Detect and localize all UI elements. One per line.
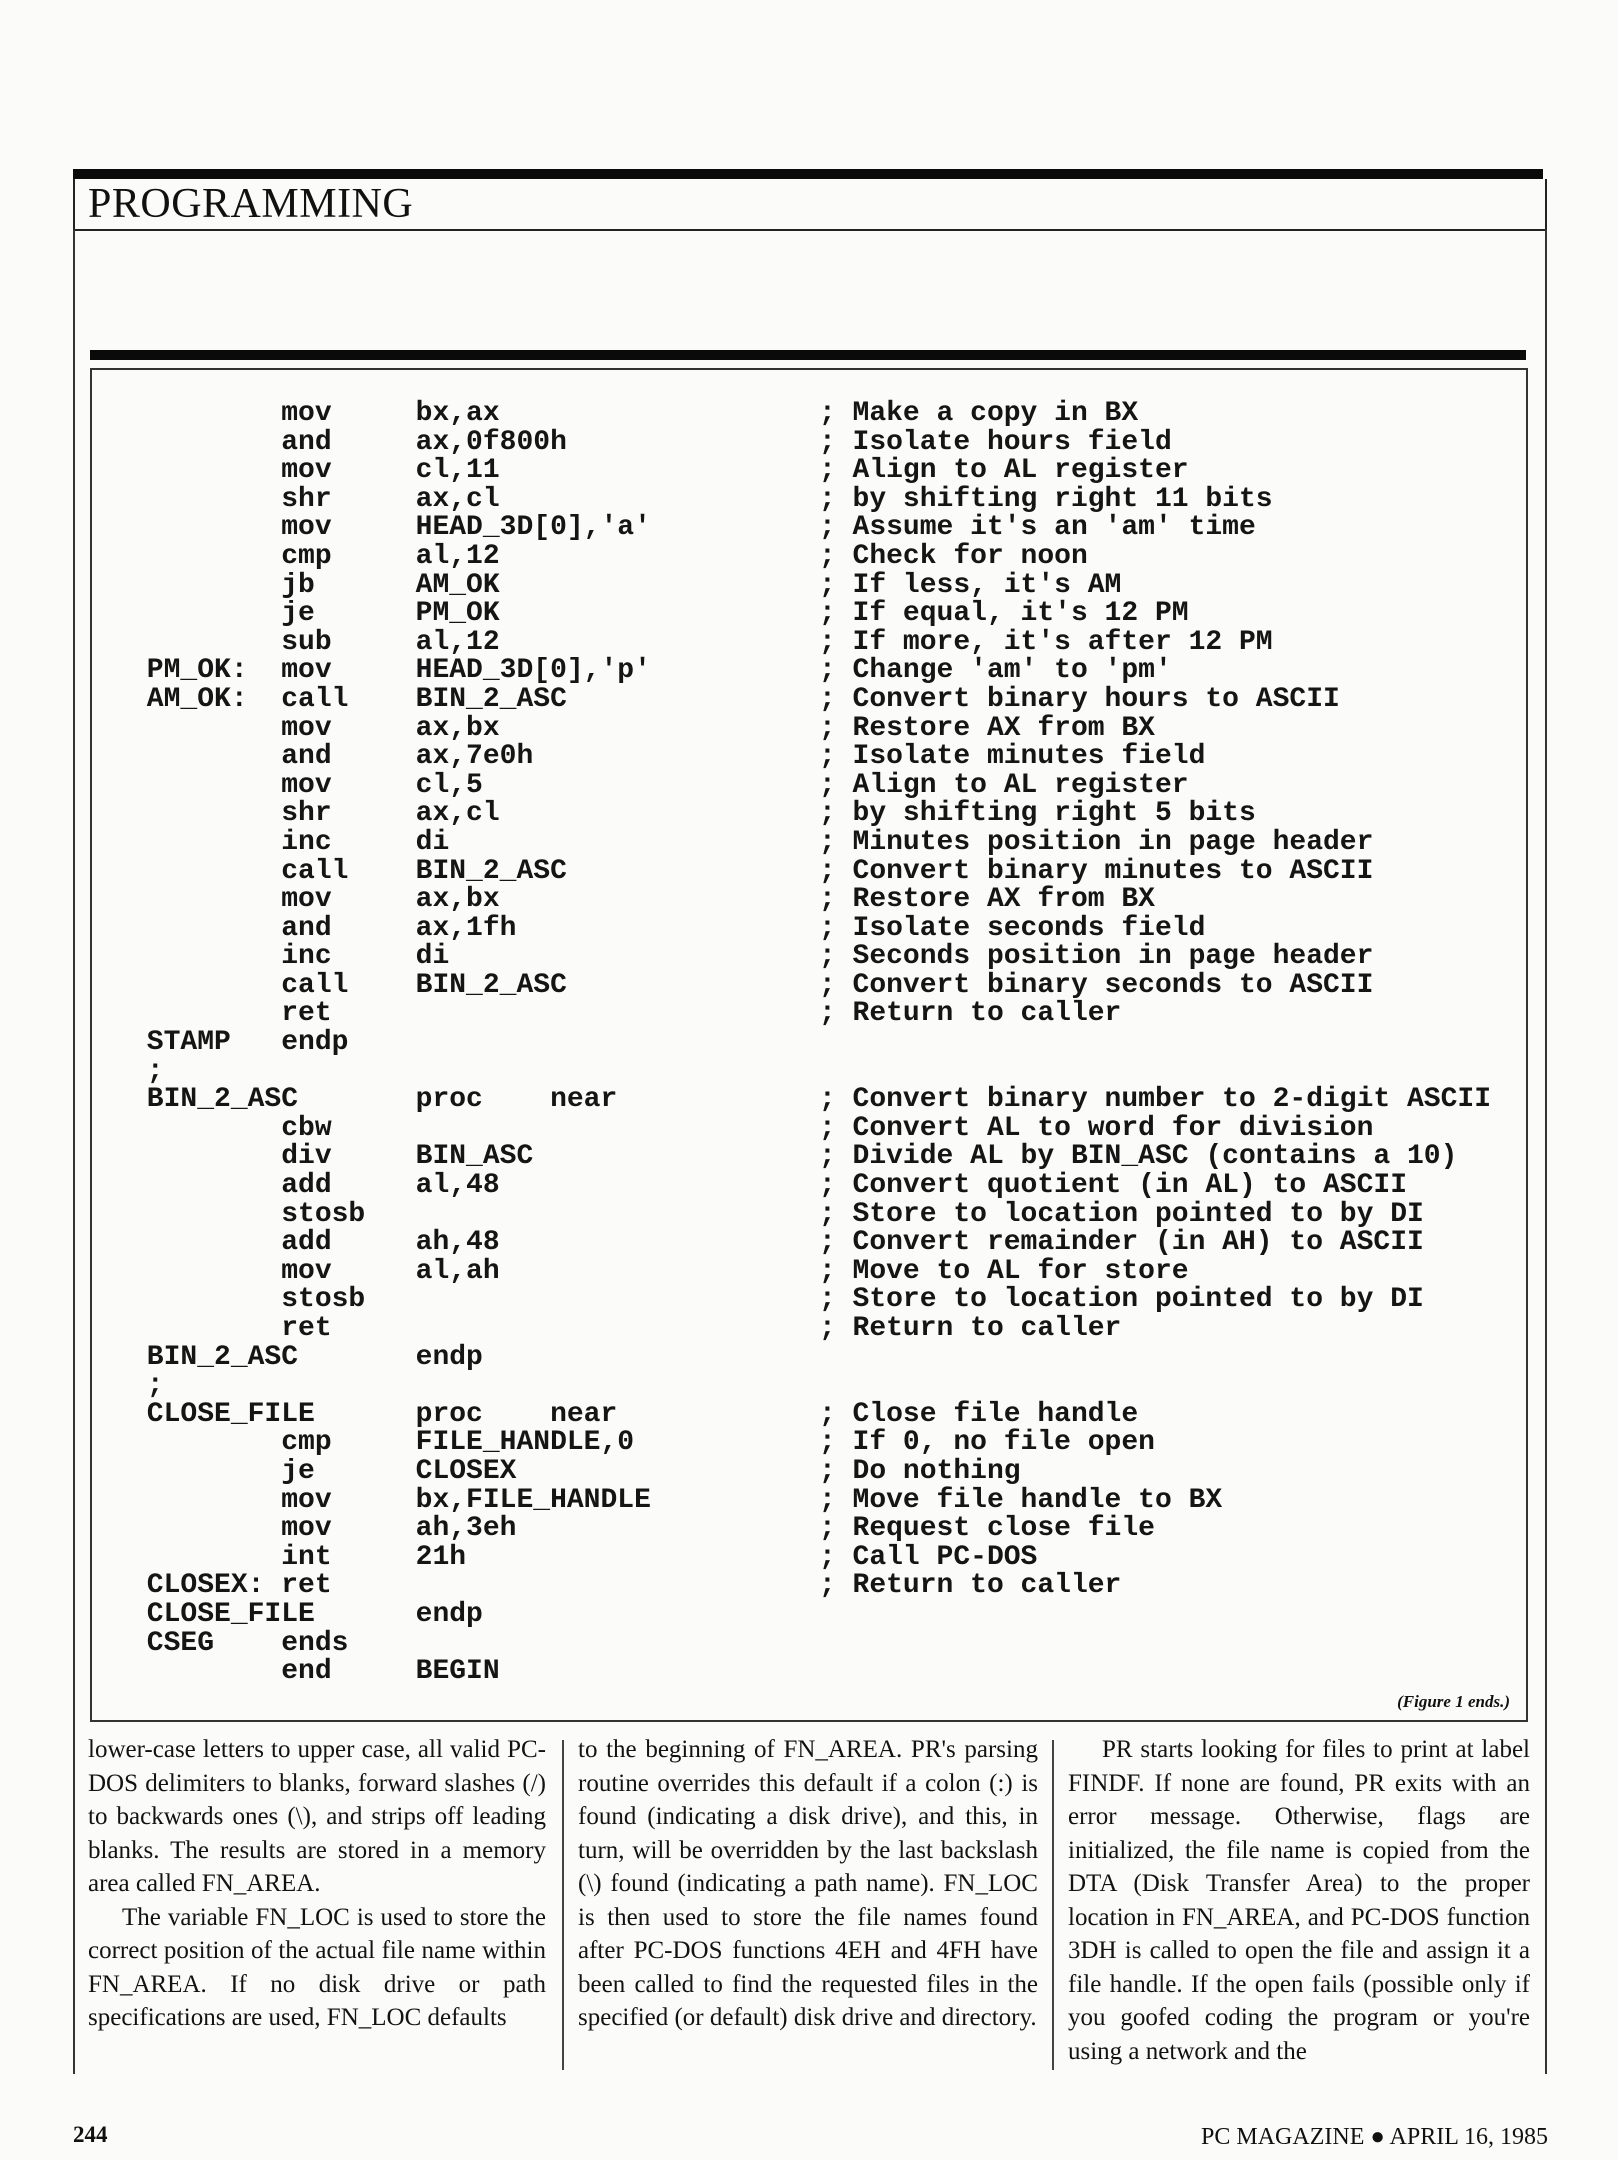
- magazine-footer: PC MAGAZINE ● APRIL 16, 1985: [1201, 2124, 1548, 2150]
- figure-caption: (Figure 1 ends.): [1397, 1692, 1510, 1711]
- paragraph: PR starts looking for files to print at label FINDF. If none are found, PR exits with an error message. Otherwise, flags are initialized, the file name is copied from the DTA (Disk Transfer Area) to the proper location in FN_AREA, and PC-DOS function 3DH is called to open the file and assign it a file handle. If the open fails (possible only if you goofed coding the program or you're using a network and the: [1068, 1736, 1530, 2065]
- body-column-3: [1068, 1733, 1530, 2068]
- page-number: 244: [73, 2122, 108, 2147]
- paragraph: lower-case letters to upper case, all valid PC-DOS delimiters to blanks, forward slashes (/) to backwards ones (\), and strips off leading blanks. The results are stored in a memory area called FN_AREA.: [88, 1736, 546, 1897]
- paragraph: to the beginning of FN_AREA. PR's parsing routine overrides this default if a colon (:) is found (indicating a disk drive), and this, in turn, will be overridden by the last backslash (\) found (indicating a path name). FN_LOC is then used to store the file names found after PC-DOS functions 4EH and 4FH have been called to find the requested files in the specified (or default) disk drive and directory.: [578, 1736, 1038, 2031]
- figure-top-rule: [90, 350, 1526, 360]
- column-divider: [562, 1740, 564, 2070]
- paragraph: The variable FN_LOC is used to store the correct position of the actual file name within FN_AREA. If no disk drive or path specifications are used, FN_LOC defaults: [88, 1903, 546, 2031]
- section-title: PROGRAMMING: [88, 181, 414, 227]
- body-column-1: [88, 1733, 546, 2035]
- header-rule: [73, 169, 1543, 179]
- body-column-2: [578, 1733, 1038, 2035]
- assembly-code-listing: mov bx,ax ; Make a copy in BX and ax,0f800h ; Isolate hours field mov cl,11 ; Align to AL register shr ax,cl ; by shifting right 11 bits mov HEAD_3D[0],'a' ; Assume it's an 'am' time cmp al,12 ; Check for noon jb AM_OK ; If less, it's AM je PM_OK ; If equal, it's 12 PM sub al,12 ; If more, it's after 12 PM PM_OK: mov HEAD_3D[0],'p' ; Change 'am' to 'pm' AM_OK: call BIN_2_ASC ; Convert binary hours to ASCII mov ax,bx ; Restore AX from BX and ax,7e0h ; Isolate minutes field mov cl,5 ; Align to AL register shr ax,cl ; by shifting right 5 bits inc di ; Minutes position in page header call BIN_2_ASC ; Convert binary minutes to ASCII mov ax,bx ; Restore AX from BX and ax,1fh ; Isolate seconds field inc di ; Seconds position in page header call BIN_2_ASC ; Convert binary seconds to ASCII ret ; Return to caller STAMP endp ; BIN_2_ASC proc near ; Convert binary number to 2-digit ASCII cbw ; Convert AL to word for division div BIN_ASC ; Divide AL by BIN_ASC (contains a 10) add al,48 ; Convert quotient (in AL) to ASCII stosb ; Store to location pointed to by DI add ah,48 ; Convert remainder (in AH) to ASCII mov al,ah ; Move to AL for store stosb ; Store to location pointed to by DI ret ; Return to caller BIN_2_ASC endp ; CLOSE_FILE proc near ; Close file handle cmp FILE_HANDLE,0 ; If 0, no file open je CLOSEX ; Do nothing mov bx,FILE_HANDLE ; Move file handle to BX mov ah,3eh ; Request close file int 21h ; Call PC-DOS CLOSEX: ret ; Return to caller CLOSE_FILE endp CSEG ends end BEGIN: [146, 398, 1492, 1688]
- code-listing-box: [90, 368, 1528, 1722]
- column-divider: [1052, 1740, 1054, 2070]
